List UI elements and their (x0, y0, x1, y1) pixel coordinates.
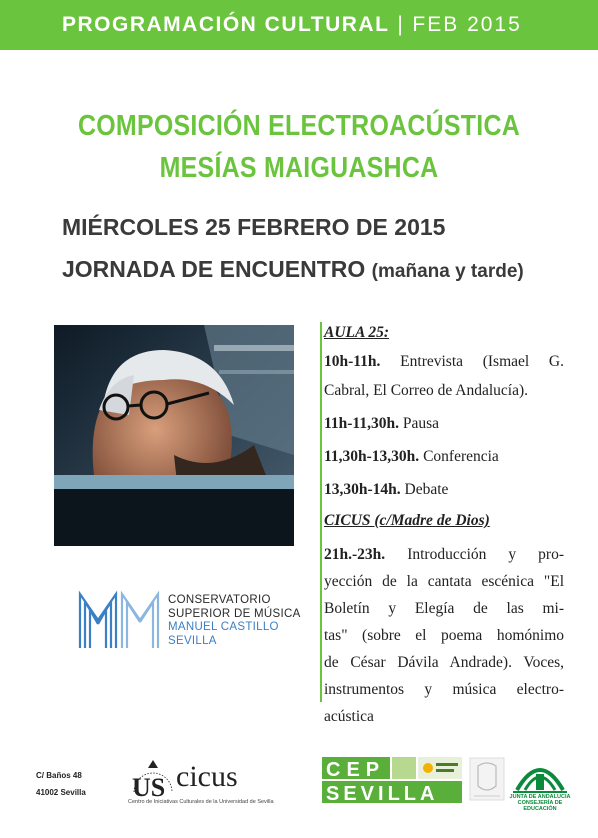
cicus-header: CICUS (c/Madre de Dios) (324, 512, 490, 529)
conservatorio-line2: SUPERIOR DE MÚSICA (168, 607, 301, 620)
evening-line-2: yección de la cantata escénica "El (324, 573, 564, 590)
cicus-wordmark: cicus (176, 760, 238, 793)
evening-line-7: acústica (324, 708, 374, 725)
event-date: MIÉRCOLES 25 FEBRERO DE 2015 (62, 214, 446, 240)
cep-sevilla-logo (322, 757, 462, 803)
government-emblem (466, 752, 508, 806)
program-text-3: Conferencia (423, 448, 499, 465)
emblem-icon (466, 752, 508, 806)
header-banner (0, 0, 598, 50)
sevilla-text: SEVILLA (326, 783, 439, 803)
conservatorio-logo (78, 590, 301, 650)
cicus-caption: Centro de Iniciativas Culturales de la Universidad de Sevilla (128, 799, 274, 805)
portrait-photo (54, 325, 294, 546)
conservatorio-line3: MANUEL CASTILLO (168, 621, 279, 633)
jornada-subtitle: (mañana y tarde) (371, 261, 524, 282)
conservatorio-line1: CONSERVATORIO (168, 594, 271, 606)
program-time-2: 11h-11,30h. (324, 415, 399, 432)
cep-text: CEP (326, 759, 386, 781)
evening-time: 21h.-23h. (324, 546, 386, 563)
event-jornada (62, 256, 524, 283)
program-item-4 (324, 481, 448, 499)
evening-line-4: tas" (sobre el poema homónimo (324, 627, 564, 644)
program-text-4: Debate (404, 481, 449, 498)
junta-arch-icon (509, 756, 571, 794)
junta-andalucia-logo (509, 756, 571, 812)
junta-sub: CONSEJERÍA DE EDUCACIÓN (517, 800, 563, 812)
program-time-3: 11,30h-13,30h. (324, 448, 420, 465)
address-street: C/ Baños 48 (36, 771, 82, 780)
cicus-logo (128, 752, 278, 808)
jornada-label: JORNADA DE ENCUENTRO (62, 256, 366, 282)
program-item-3 (324, 448, 499, 466)
evening-line-1 (324, 546, 564, 564)
venue-address (36, 767, 86, 801)
program-text-1b: Cabral, El Correo de Andalucía). (324, 382, 529, 399)
cep-sevilla-mark (322, 757, 462, 803)
program-item-1 (324, 353, 564, 371)
evening-text-1: Introducción y pro- (407, 546, 564, 563)
program-time-1: 10h-11h. (324, 353, 381, 370)
conservatorio-line4: SEVILLA (168, 634, 217, 647)
conservatorio-m-icon (78, 590, 163, 650)
aula-header: AULA 25: (324, 324, 390, 341)
address-city: 41002 Sevilla (36, 788, 86, 797)
banner-separator: | (397, 13, 405, 36)
junta-text (509, 794, 571, 812)
evening-line-6: instrumentos y música electro- (324, 681, 564, 698)
us-mark: US (132, 773, 166, 798)
universidad-sevilla-seal-icon (128, 752, 178, 798)
portrait-illustration (54, 325, 294, 546)
evening-line-5: de César Dávila Andrade). Voces, (324, 654, 564, 671)
evening-line-3: Boletín y Elegía de las mi- (324, 600, 564, 617)
program-divider (320, 322, 322, 702)
banner-title: PROGRAMACIÓN CULTURAL (62, 13, 390, 36)
event-title-line2: MESÍAS MAIGUASHCA (159, 152, 439, 184)
event-title-line1: COMPOSICIÓN ELECTROACÚSTICA (77, 110, 521, 142)
junta-name: JUNTA DE ANDALUCIA (509, 794, 571, 800)
program-item-2 (324, 415, 439, 433)
banner-month: FEB 2015 (412, 13, 522, 36)
conservatorio-name (168, 594, 301, 648)
program-time-4: 13,30h-14h. (324, 481, 401, 498)
program-text-2: Pausa (402, 415, 439, 432)
program-text-1a: Entrevista (Ismael G. (400, 353, 565, 370)
